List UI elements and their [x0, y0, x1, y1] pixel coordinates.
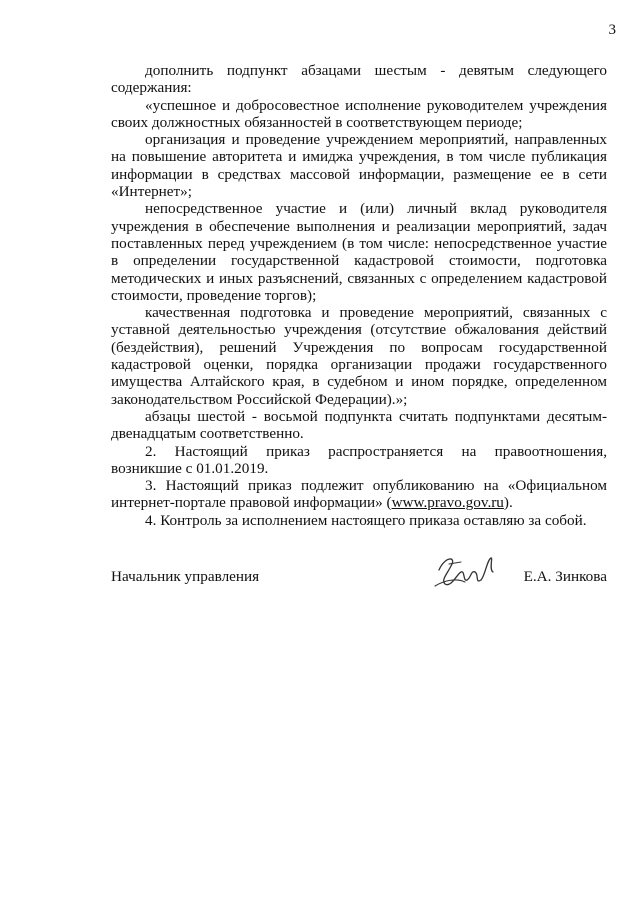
- paragraph-clause-3: [111, 477, 607, 512]
- paragraph-criterion-3: непосредственное участие и (или) личный вклад руководителя учреждения в обеспечение выполнения и реализации мероприятий, задач поставленных перед учреждением (в том числе: непосредственное участие в определении государственной кадастровой стоимости, подготовка методических и иных разъяснений, связанных с определением кадастровой стоимости, проведение торгов);: [111, 200, 607, 304]
- page-number: 3: [608, 22, 616, 38]
- paragraph-criterion-1: «успешное и добросовестное исполнение руководителем учреждения своих должностных обязанностей в соответствующем периоде;: [111, 96, 607, 131]
- paragraph-criterion-2: организация и проведение учреждением мероприятий, направленных на повышение авторитета и имиджа учреждения, в том числе публикация информации в средствах массовой информации, размещение ее в сети «Интернет»;: [111, 131, 607, 201]
- signature-row: [111, 568, 607, 590]
- clause-3-text: 3. Настоящий приказ подлежит опубликованию на «Официальном интернет-портале правовой информации» (: [111, 477, 607, 512]
- handwritten-signature: [431, 550, 503, 596]
- clause-3-end: ).: [503, 494, 513, 512]
- pravo-gov-link[interactable]: www.pravo.gov.ru: [391, 494, 504, 512]
- paragraph-clause-4: 4. Контроль за исполнением настоящего приказа оставляю за собой.: [145, 511, 587, 529]
- paragraph-clause-2: 2. Настоящий приказ распространяется на правоотношения, возникшие с 01.01.2019.: [111, 442, 607, 477]
- signer-title: Начальник управления: [111, 568, 260, 585]
- paragraph-renumbering: абзацы шестой - восьмой подпункта считать подпунктами десятым-двенадцатым соответственно.: [111, 407, 607, 443]
- paragraph-criterion-4: качественная подготовка и проведение мероприятий, связанных с уставной деятельностью учреждения (отсутствие обжалования действий (бездействия), решений Учреждения по вопросам государственной кадастровой оценки, порядка организации продажи государственного имущества Алтайского края, в судебном и ином порядке, определенном законодательством Российской Федерации).»;: [111, 304, 607, 408]
- signer-name: Е.А. Зинкова: [523, 568, 607, 585]
- paragraph-intro: дополнить подпункт абзацами шестым - девятым следующего содержания:: [111, 62, 607, 97]
- document-body: [111, 62, 607, 529]
